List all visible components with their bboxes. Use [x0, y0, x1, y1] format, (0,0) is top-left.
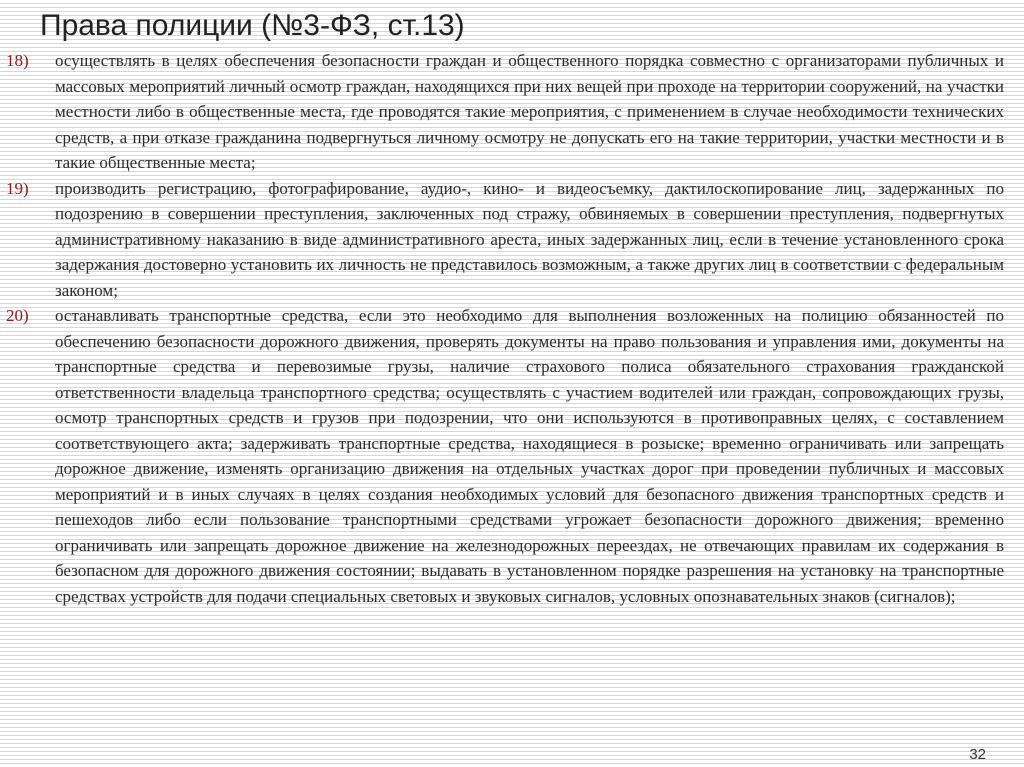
item-text: осуществлять в целях обеспечения безопасности граждан и общественного порядка совместно с организаторами публичных и массовых мероприятий личный осмотр граждан, находящихся при них вещей при проходе на территории сооружений, на участки местности либо в общественные места, где проводятся такие мероприятия, с применением в случае необходимости технических средств, а при отказе гражданина подвергнуться личному осмотру не допускать его на такие территории, участки местности и в такие общественные места; [55, 51, 1004, 172]
page-number: 32 [969, 746, 986, 763]
slide-title: Права полиции (№3-ФЗ, ст.13) [40, 9, 465, 42]
item-text: останавливать транспортные средства, если это необходимо для выполнения возложенных на полицию обязанностей по обеспечению безопасности дорожного движения, проверять документы на право пользования и управления ими, документы на транспортные средства и перевозимые грузы, наличие страхового полиса обязательного страхования гражданской ответственности владельца транспортного средства; осуществлять с участием водителей или граждан, сопровождающих грузы, осмотр транспортных средств и грузов при подозрении, что они используются в противоправных целях, с составлением соответствующего акта; задерживать транспортные средства, находящиеся в розыске; временно ограничивать или запрещать дорожное движение, изменять организацию движения на отдельных участках дорог при проведении публичных и массовых мероприятий и в иных случаях в целях создания необходимых условий для безопасного движения транспортных средств и пешеходов либо если пользование транспортными средствами угрожает безопасности дорожного движения; временно ограничивать или запрещать дорожное движение на железнодорожных переездах, не отвечающих правилам их содержания в безопасном для дорожного движения состоянии; выдавать в установленном порядке разрешения на установку на транспортные средствах устройств для подачи специальных световых и звуковых сигналов, условных опознавательных знаков (сигналов); [55, 306, 1004, 606]
list-item-20 [0, 303, 1024, 609]
list-item-19 [0, 176, 1024, 304]
item-text: производить регистрацию, фотографирование, аудио-, кино- и видеосъемку, дактилоскопирование лиц, задержанных по подозрению в совершении преступления, заключенных под стражу, обвиняемых в совершении преступления, подвергнутых административному наказанию в виде административного ареста, иных задержанных лиц, если в течение установленного срока задержания достоверно установить их личность не представилось возможным, а также других лиц в соответствии с федеральным законом; [55, 178, 1004, 300]
list-item-18 [0, 48, 1024, 176]
rights-list [0, 48, 1024, 609]
item-number: 20) [6, 306, 29, 325]
item-number: 18) [6, 51, 29, 70]
item-number: 19) [6, 178, 29, 198]
